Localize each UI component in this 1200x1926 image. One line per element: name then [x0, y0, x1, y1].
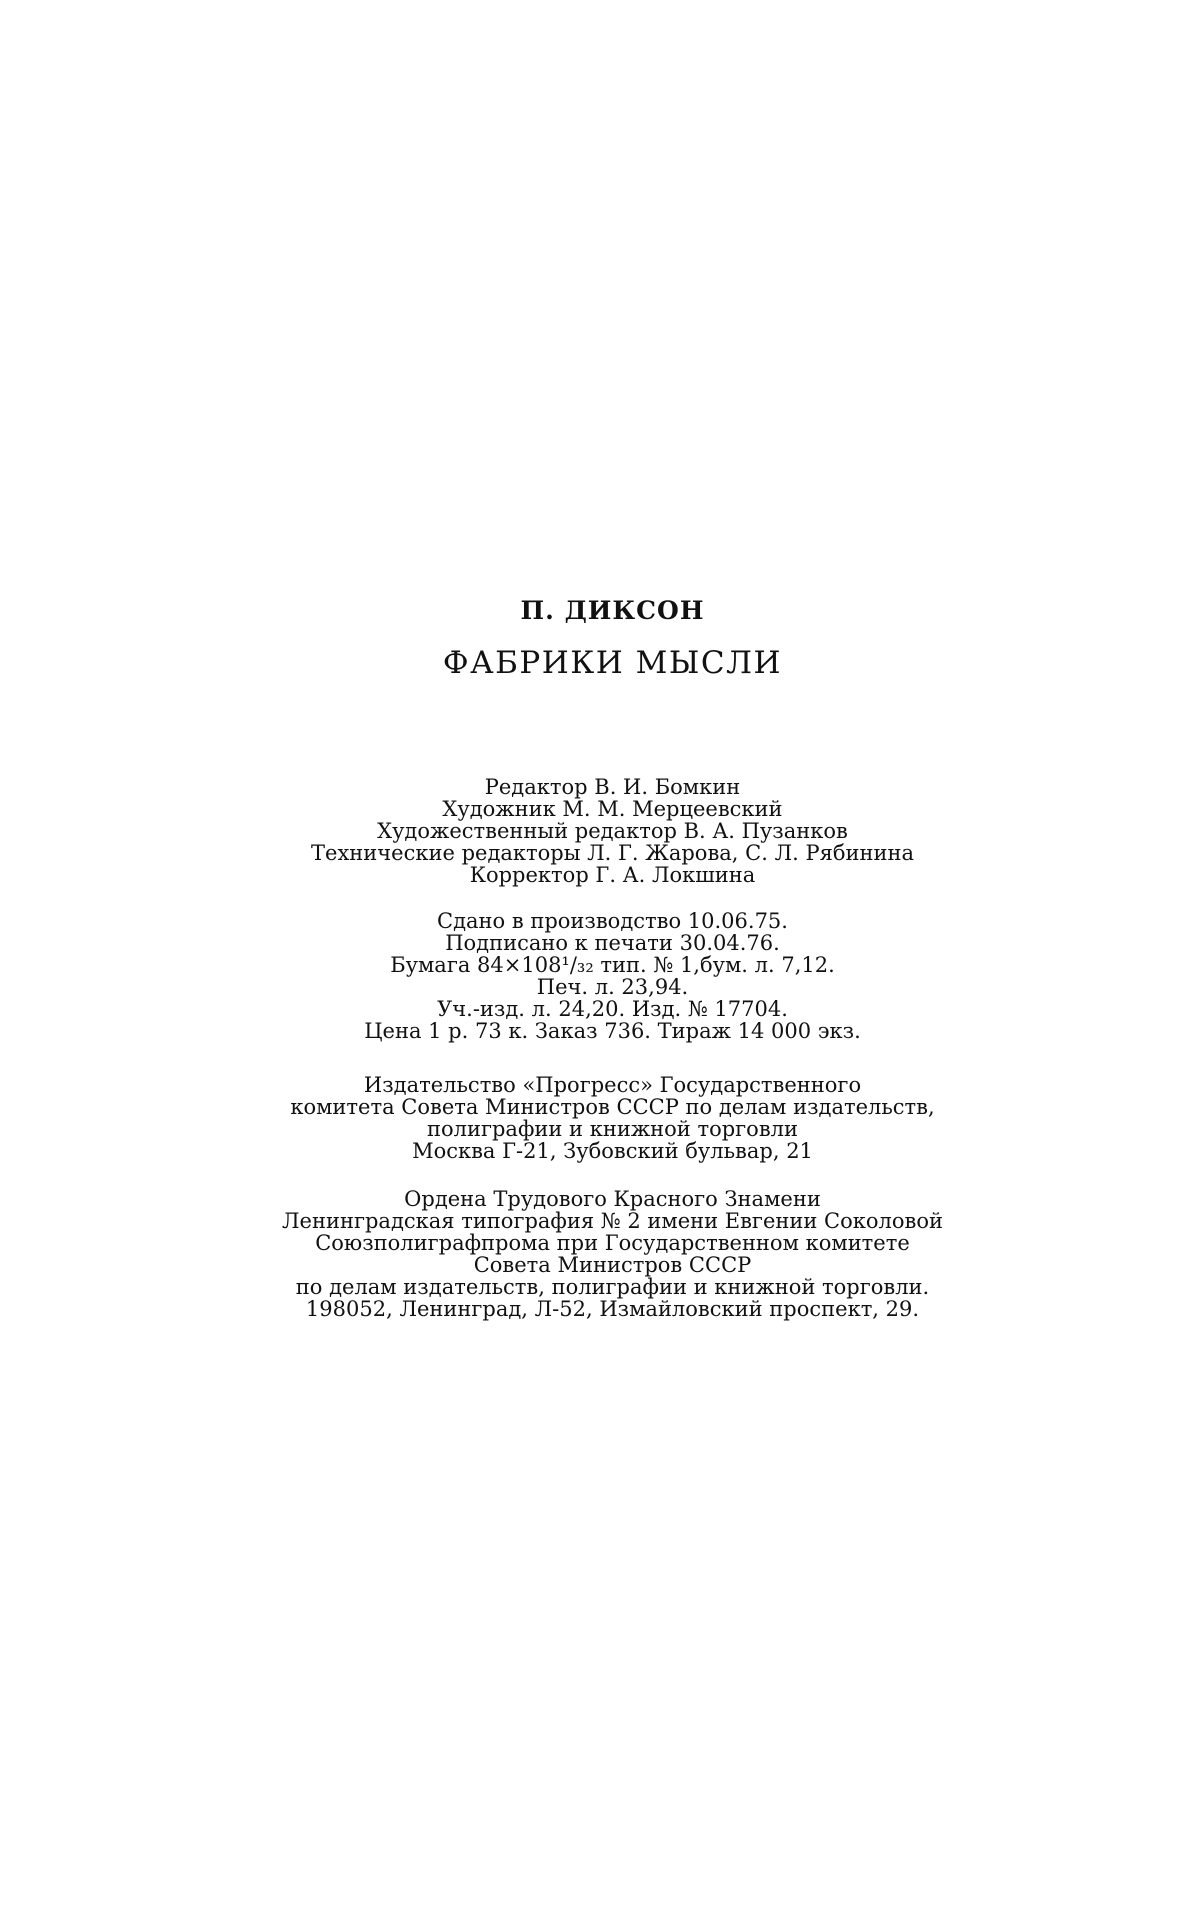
credit-line: Технические редакторы Л. Г. Жарова, С. Л. Рябинина: [311, 841, 914, 865]
credits-block: [0, 776, 1200, 886]
publisher-line: Москва Г-21, Зубовский бульвар, 21: [412, 1139, 813, 1163]
print-data-line: Подписано к печати 30.04.76.: [445, 931, 780, 955]
print-data-line: Печ. л. 23,94.: [536, 975, 689, 999]
printer-block: [0, 1188, 1200, 1320]
credit-line: Корректор Г. А. Локшина: [469, 863, 756, 887]
publisher-block: [0, 1074, 1200, 1162]
credit-line: Редактор В. И. Бомкин: [484, 775, 741, 799]
printer-line: Совета Министров СССР: [473, 1253, 752, 1277]
publisher-line: Издательство «Прогресс» Государственного: [363, 1073, 862, 1097]
print-data-line: Цена 1 р. 73 к. Заказ 736. Тираж 14 000 экз.: [364, 1019, 861, 1043]
credit-line: Художественный редактор В. А. Пузанков: [377, 819, 848, 843]
printer-line: по делам издательств, полиграфии и книжной торговли.: [295, 1275, 930, 1299]
publisher-line: полиграфии и книжной торговли: [427, 1117, 798, 1141]
printer-line: 198052, Ленинград, Л-52, Измайловский проспект, 29.: [305, 1297, 920, 1321]
credit-line: Художник М. М. Мерцеевский: [442, 797, 783, 821]
print-data-block: [0, 910, 1200, 1042]
book-title: ФАБРИКИ МЫСЛИ: [442, 645, 783, 681]
print-data-line: Бумага 84×108¹/₃₂ тип. № 1,бум. л. 7,12.: [390, 953, 835, 977]
publisher-line: комитета Совета Министров СССР по делам издательств,: [290, 1095, 935, 1119]
printer-line: Ленинградская типография № 2 имени Евгении Соколовой: [282, 1209, 943, 1233]
print-data-line: Уч.-изд. л. 24,20. Изд. № 17704.: [437, 997, 788, 1021]
print-data-line: Сдано в производство 10.06.75.: [437, 909, 788, 933]
printer-line: Ордена Трудового Красного Знамени: [404, 1187, 821, 1211]
printer-line: Союзполиграфпрома при Государственном комитете: [315, 1231, 910, 1255]
author-name: П. ДИКСОН: [520, 596, 705, 625]
